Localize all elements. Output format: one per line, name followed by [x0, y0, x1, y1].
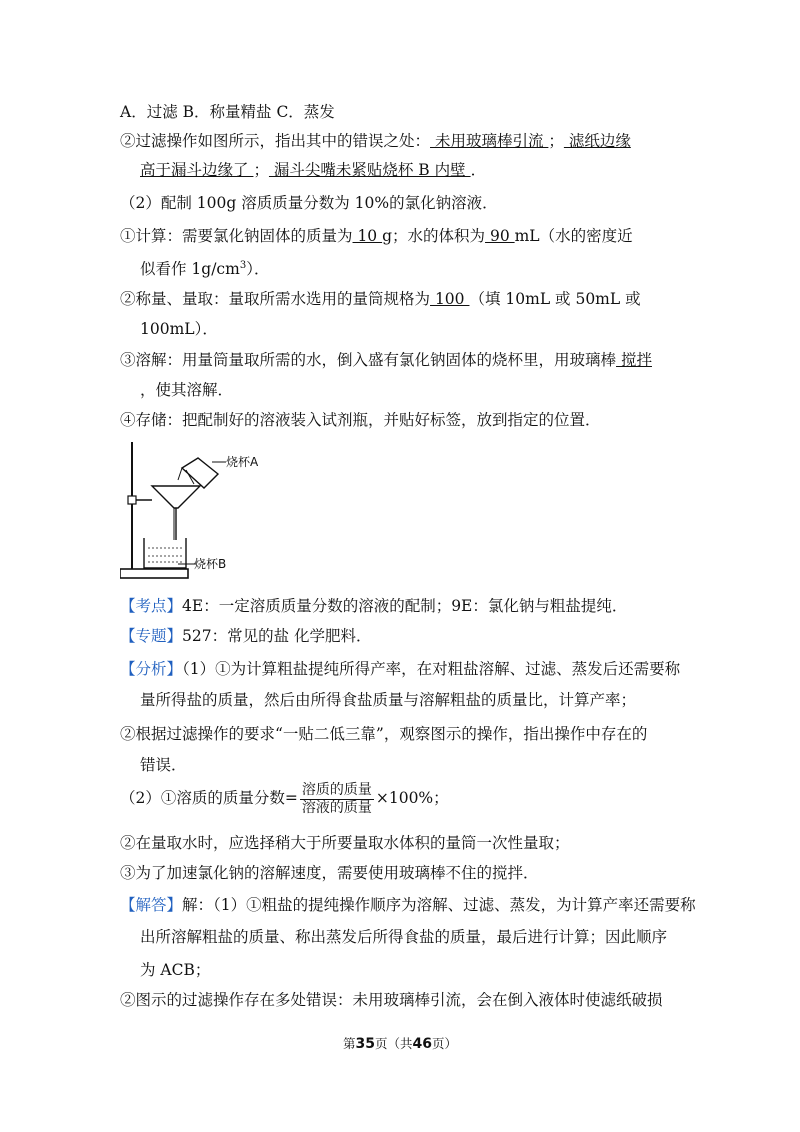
answer-blank: 高于漏斗边缘了	[140, 161, 254, 179]
text: （1）①为计算粗盐提纯所得产率，在对粗盐溶解、过滤、蒸发后还需要称	[182, 660, 681, 678]
kaodian-line	[120, 596, 627, 616]
fraction	[300, 782, 374, 817]
beaker-a-label: 烧杯A	[226, 455, 259, 469]
page-footer	[0, 1034, 800, 1052]
text: ①计算：需要氯化钠固体的质量为	[120, 227, 353, 245]
measure-line	[120, 289, 641, 309]
fenxi-tag: 【分析】	[120, 660, 183, 678]
answer-blank: 未用玻璃棒引流	[430, 132, 549, 150]
text: （填 10mL 或 50mL 或	[469, 290, 641, 308]
option-list: A．过滤 B．称量精盐 C．蒸发	[120, 103, 335, 121]
page-number: 35	[355, 1036, 375, 1052]
jieda-tag: 【解答】	[120, 896, 183, 914]
superscript: 3	[239, 260, 247, 271]
answer-blank: 10	[352, 227, 383, 245]
text: 527：常见的盐 化学肥料．	[182, 627, 372, 645]
store-line: ④存储：把配制好的溶液装入试剂瓶，并贴好标签，放到指定的位置．	[120, 411, 601, 429]
answer-blank: 搅拌	[616, 351, 652, 369]
text: ×100%；	[375, 789, 449, 807]
measure-line-2: 100mL）．	[140, 320, 218, 338]
text: ②过滤操作如图所示，指出其中的错误之处：	[120, 132, 431, 150]
fenxi-line-4: 错误．	[140, 756, 187, 774]
text: ③溶解：用量筒量取所需的水，倒入盛有氯化钠固体的烧杯里，用玻璃棒	[120, 351, 617, 369]
fenxi-line-3: ②根据过滤操作的要求“一贴二低三靠”，观察图示的操作，指出操作中存在的	[120, 725, 648, 743]
text: ．	[470, 161, 487, 179]
zhuanti-line	[120, 626, 372, 646]
text: ；	[253, 161, 269, 179]
answer-blank: 滤纸边缘	[563, 132, 631, 150]
formula-line	[120, 778, 449, 818]
dissolve-line	[120, 350, 652, 370]
dissolve-line-2: ，使其溶解．	[140, 381, 234, 399]
fenxi-line-6: ③为了加速氯化钠的溶解速度，需要使用玻璃棒不住的搅拌．	[120, 864, 539, 882]
zhuanti-tag: 【专题】	[120, 627, 183, 645]
beaker-b-label: 烧杯B	[194, 557, 227, 571]
calc-line-2	[140, 256, 269, 279]
kaodian-tag: 【考点】	[120, 597, 183, 615]
text: ）．	[246, 260, 270, 279]
text: g；水的体积为	[382, 227, 486, 245]
fenxi-line-5: ②在量取水时，应选择稍大于所要量取水体积的量筒一次性量取；	[120, 834, 570, 852]
footer-text: 第	[342, 1036, 356, 1051]
text: ②称量、量取：量取所需水选用的量筒规格为	[120, 290, 431, 308]
footer-text: 页（共	[374, 1036, 413, 1051]
filtration-apparatus-figure	[120, 440, 280, 585]
fraction-numerator: 溶质的质量	[301, 781, 372, 798]
fenxi-line-2: 量所得盐的质量，然后由所得食盐质量与溶解粗盐的质量比，计算产率；	[140, 691, 637, 709]
text: ；	[548, 132, 564, 150]
fenxi-line	[120, 659, 680, 679]
filter-error-line-2	[140, 160, 486, 180]
text: 似看作 1g/cm	[140, 260, 240, 279]
text: mL（水的密度近	[514, 227, 633, 245]
jieda-line-2: 出所溶解粗盐的质量、称出蒸发后所得食盐的质量，最后进行计算；因此顺序	[140, 928, 668, 946]
question-2-stem: （2）配制 100g 溶质质量分数为 10%的氯化钠溶液．	[120, 194, 498, 212]
answer-blank: 100	[430, 290, 470, 308]
jieda-line-4: ②图示的过滤操作存在多处错误：未用玻璃棒引流，会在倒入液体时使滤纸破损	[120, 991, 663, 1009]
answer-blank: 漏斗尖嘴未紧贴烧杯 B 内壁	[268, 161, 471, 179]
calc-line	[120, 226, 633, 246]
text: 解：（1）①粗盐的提纯操作顺序为溶解、过滤、蒸发，为计算产率还需要称	[182, 896, 696, 914]
text: （2）①溶质的质量分数=	[120, 789, 298, 807]
page-total: 46	[412, 1036, 432, 1052]
text: 4E：一定溶质质量分数的溶液的配制；9E：氯化钠与粗盐提纯．	[182, 597, 628, 615]
fraction-denominator: 溶液的质量	[301, 799, 372, 816]
filter-error-line	[120, 131, 631, 151]
jieda-line	[120, 895, 696, 915]
answer-blank: 90	[485, 227, 515, 245]
jieda-line-3: 为 ACB；	[140, 961, 211, 979]
footer-text: 页）	[431, 1036, 457, 1051]
